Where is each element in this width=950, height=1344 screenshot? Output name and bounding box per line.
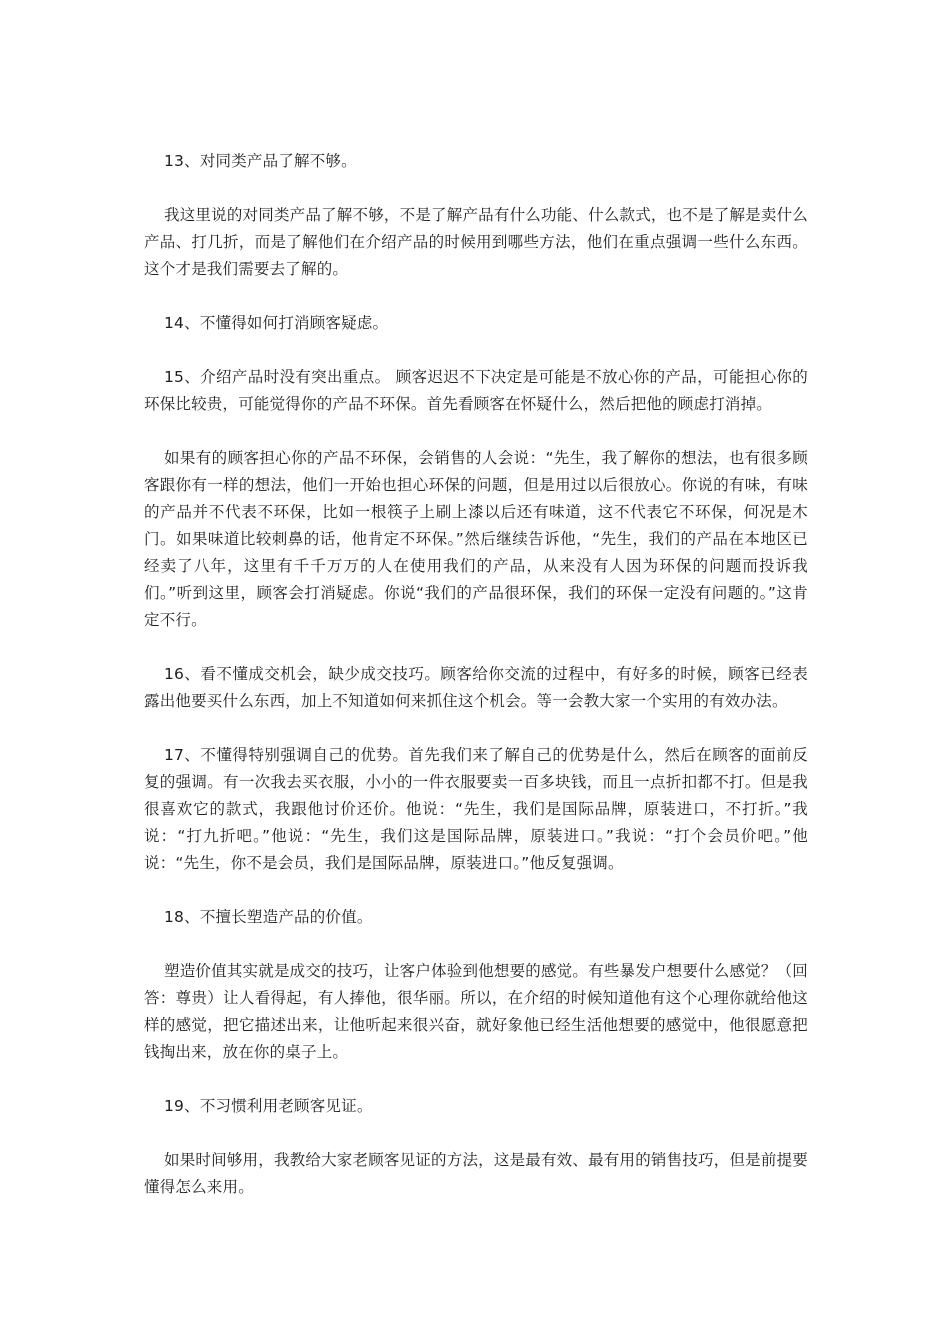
document-body: [144, 148, 808, 1228]
heading-13: 13、对同类产品了解不够。: [164, 152, 357, 170]
heading-14: 14、不懂得如何打消顾客疑虑。: [164, 314, 389, 332]
paragraph-15-example: 如果有的顾客担心你的产品不环保，会销售的人会说：“先生，我了解你的想法，也有很多顾客跟你有一样的想法，他们一开始也担心环保的问题，但是用过以后很放心。你说的有味，有味的产品并不代表不环保，比如一根筷子上刷上漆以后还有味道，这不代表它不环保，何况是木门。如果味道比较刺鼻的话，他肯定不环保。”然后继续告诉他，“先生，我们的产品在本地区已经卖了八年，这里有千千万万的人在使用我们的产品，从来没有人因为环保的问题而投诉我们。”听到这里，顾客会打消疑虑。你说“我们的产品很环保，我们的环保一定没有问题的。”这肯定不行。: [144, 449, 808, 629]
heading-19: 19、不习惯利用老顾客见证。: [164, 1097, 373, 1115]
paragraph-16: 16、看不懂成交机会，缺少成交技巧。顾客给你交流的过程中，有好多的时候，顾客已经表露出他要买什么东西，加上不知道如何来抓住这个机会。等一会教大家一个实用的有效办法。: [144, 665, 808, 710]
paragraph-19-body: 如果时间够用，我教给大家老顾客见证的方法，这是最有效、最有用的销售技巧，但是前提要懂得怎么来用。: [144, 1151, 808, 1196]
paragraph-13-body: 我这里说的对同类产品了解不够，不是了解产品有什么功能、什么款式，也不是了解是卖什么产品、打几折，而是了解他们在介绍产品的时候用到哪些方法，他们在重点强调一些什么东西。这个才是我们需要去了解的。: [144, 206, 808, 278]
heading-18: 18、不擅长塑造产品的价值。: [164, 908, 373, 926]
paragraph-18-body: 塑造价值其实就是成交的技巧，让客户体验到他想要的感觉。有些暴发户想要什么感觉？（回答：尊贵）让人看得起，有人捧他，很华丽。所以，在介绍的时候知道他有这个心理你就给他这样的感觉，把它描述出来，让他听起来很兴奋，就好象他已经生活他想要的感觉中，他很愿意把钱掏出来，放在你的桌子上。: [144, 962, 808, 1061]
paragraph-17: 17、不懂得特别强调自己的优势。首先我们来了解自己的优势是什么，然后在顾客的面前反复的强调。有一次我去买衣服，小小的一件衣服要卖一百多块钱，而且一点折扣都不打。但是我很喜欢它的款式，我跟他讨价还价。他说：“先生，我们是国际品牌，原装进口，不打折。”我说：“打九折吧。”他说：“先生，我们这是国际品牌，原装进口。”我说：“打个会员价吧。”他说：“先生，你不是会员，我们是国际品牌，原装进口。”他反复强调。: [144, 746, 808, 872]
paragraph-15: 15、介绍产品时没有突出重点。 顾客迟迟不下决定是可能是不放心你的产品，可能担心你的环保比较贵，可能觉得你的产品不环保。首先看顾客在怀疑什么，然后把他的顾虑打消掉。: [144, 368, 808, 413]
